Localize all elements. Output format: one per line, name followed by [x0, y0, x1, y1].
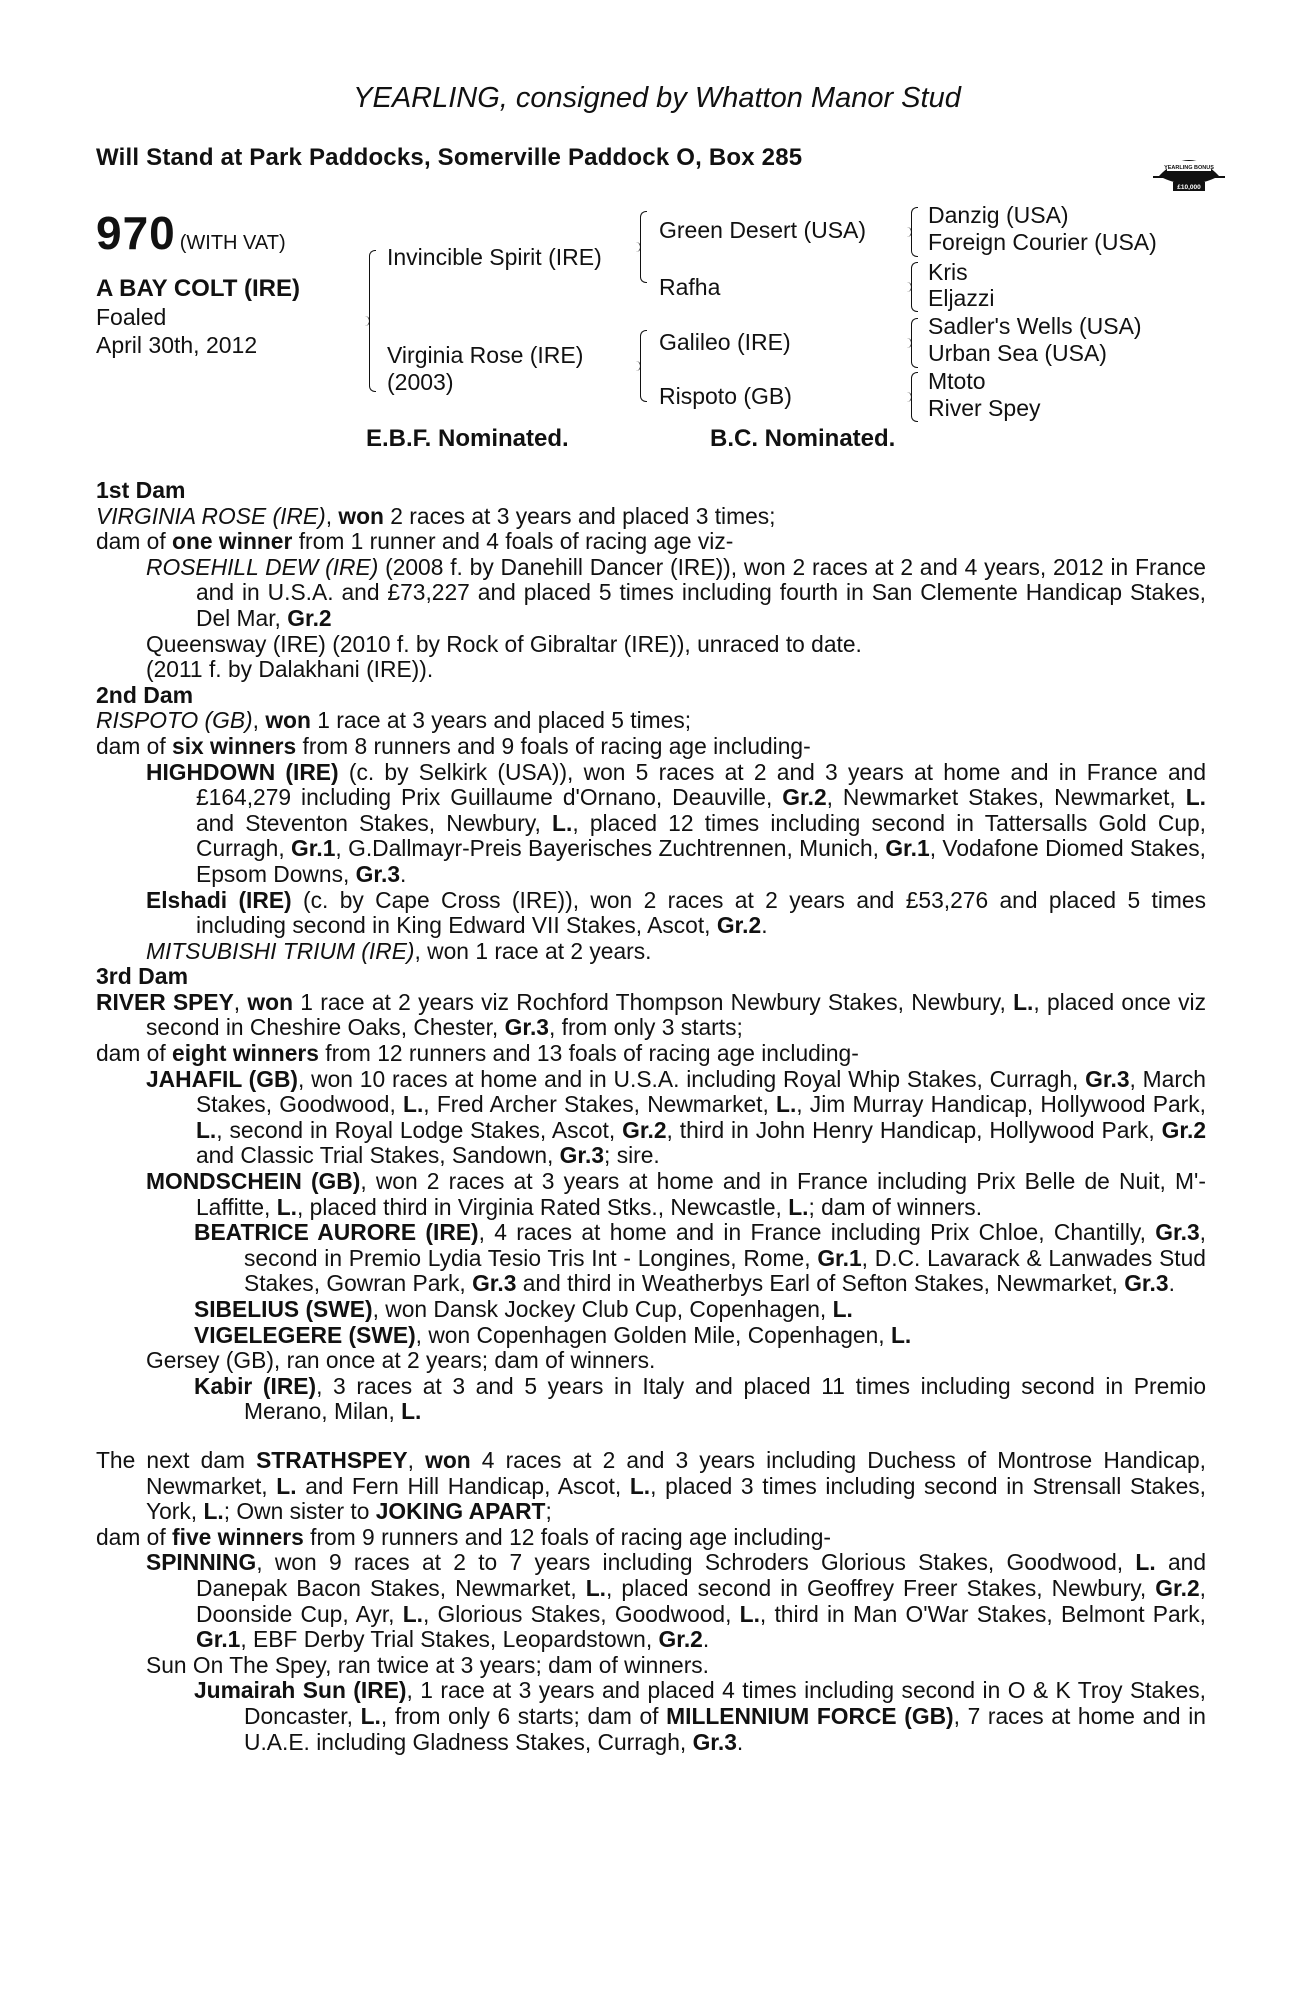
foaled-date: April 30th, 2012	[96, 332, 258, 358]
dam-line: VIRGINIA ROSE (IRE), won 2 races at 3 years and placed 3 times;	[96, 502, 776, 529]
section-2nd-dam	[96, 683, 1206, 965]
produce-summary: dam of one winner from 1 runner and 4 foals of racing age viz-	[96, 528, 734, 555]
pedigree-dam-dam: Rispoto (GB)	[659, 383, 792, 409]
horse-name: A BAY COLT (IRE)	[96, 275, 301, 302]
pedigree-dam: Virginia Rose (IRE)	[387, 342, 584, 368]
pedigree-gg-7: Mtoto	[928, 368, 986, 394]
pedigree-dam-year: (2003)	[387, 369, 454, 395]
produce-summary: dam of six winners from 8 runners and 9 foals of racing age including-	[96, 732, 811, 759]
section-title: 3rd Dam	[96, 963, 189, 990]
produce-entry: BEATRICE AURORE (IRE), 4 races at home and in France including Prix Chloe, Chantilly, Gr.3, second in Premio Lydia Tesio Tris Int - Longines, Rome, Gr.1, D.C. Lavarack & Lanwades Stud Stakes, Gowran Park, Gr.3 and third in Weatherbys Earl of Sefton Stakes, Newmarket, Gr.3.	[194, 1219, 1206, 1297]
pedigree-dam-sire: Galileo (IRE)	[659, 329, 791, 355]
lot-number-block	[96, 206, 286, 260]
svg-text:RACING POST: RACING POST	[1171, 154, 1207, 160]
produce-entry: (2011 f. by Dalakhani (IRE)).	[146, 656, 434, 683]
pedigree-gg-5: Sadler's Wells (USA)	[928, 313, 1142, 339]
produce-entry: HIGHDOWN (IRE) (c. by Selkirk (USA)), won 5 races at 2 and 3 years at home and in France and £164,279 including Prix Guillaume d'Ornano, Deauville, Gr.2, Newmarket Stakes, Newmarket, L. and Steventon Stakes, Newbury, L., placed 12 times including second in Tattersalls Gold Cup, Curragh, Gr.1, G.Dallmayr-Preis Bayerisches Zuchtrennen, Munich, Gr.1, Vodafone Diomed Stakes, Epsom Downs, Gr.3.	[146, 758, 1207, 887]
section-next-dam	[96, 1448, 1206, 1755]
pedigree-brace-gg1	[911, 207, 918, 257]
produce-entry: Kabir (IRE), 3 races at 3 and 5 years in Italy and placed 11 times including second in Premio Merano, Milan, L.	[194, 1372, 1206, 1425]
ebf-nominated: E.B.F. Nominated.	[366, 425, 569, 452]
dam-line: The next dam STRATHSPEY, won 4 races at 2 and 3 years including Duchess of Montrose Handicap, Newmarket, L. and Fern Hill Handicap, Ascot, L., placed 3 times including second in Strensall Stakes, York, L.; Own sister to JOKING APART;	[96, 1446, 1206, 1525]
pedigree-sire-dam: Rafha	[659, 274, 721, 300]
section-3rd-dam	[96, 964, 1206, 1425]
pedigree-gg-6: Urban Sea (USA)	[928, 340, 1107, 366]
yearling-bonus-badge	[1153, 146, 1225, 198]
pedigree-sire: Invincible Spirit (IRE)	[387, 244, 602, 270]
produce-entry: JAHAFIL (GB), won 10 races at home and in U.S.A. including Royal Whip Stakes, Curragh, Gr.3, March Stakes, Goodwood, L., Fred Archer Stakes, Newmarket, L., Jim Murray Handicap, Hollywood Park, L., second in Royal Lodge Stakes, Ascot, Gr.2, third in John Henry Handicap, Hollywood Park, Gr.2 and Classic Trial Stakes, Sandown, Gr.3; sire.	[146, 1065, 1207, 1169]
dam-line: RIVER SPEY, won 1 race at 2 years viz Rochford Thompson Newbury Stakes, Newbury, L., placed once viz second in Cheshire Oaks, Chester, Gr.3, from only 3 starts;	[96, 988, 1206, 1041]
pedigree-brace-sire	[640, 211, 647, 283]
svg-text:£10,000: £10,000	[1177, 184, 1201, 191]
pedigree-brace-gg2	[911, 262, 918, 312]
produce-entry: VIGELEGERE (SWE), won Copenhagen Golden Mile, Copenhagen, L.	[194, 1321, 912, 1348]
consignment-line: YEARLING, consigned by Whatton Manor Stud	[353, 82, 961, 114]
bc-nominated: B.C. Nominated.	[710, 425, 896, 452]
pedigree-gg-1: Danzig (USA)	[928, 202, 1069, 228]
pedigree-brace-main	[369, 250, 376, 392]
produce-entry: Jumairah Sun (IRE), 1 race at 3 years and placed 4 times including second in O & K Troy Stakes, Doncaster, L., from only 6 starts; dam of MILLENNIUM FORCE (GB), 7 races at home and in U.A.E. including Gladness Stakes, Curragh, Gr.3.	[194, 1677, 1206, 1755]
produce-entry: Queensway (IRE) (2010 f. by Rock of Gibraltar (IRE)), unraced to date.	[146, 630, 862, 657]
section-1st-dam	[96, 478, 1206, 683]
dam-line: RISPOTO (GB), won 1 race at 3 years and placed 5 times;	[96, 707, 692, 734]
pedigree-brace-dam	[640, 330, 647, 402]
produce-entry: MONDSCHEIN (GB), won 2 races at 3 years at home and in France including Prix Belle de Nuit, M'-Laffitte, L., placed third in Virginia Rated Stks., Newcastle, L.; dam of winners.	[146, 1168, 1206, 1220]
produce-entry: Gersey (GB), ran once at 2 years; dam of winners.	[146, 1347, 656, 1374]
produce-entry: Elshadi (IRE) (c. by Cape Cross (IRE)), won 2 races at 2 years and £53,276 and placed 5 times including second in King Edward VII Stakes, Ascot, Gr.2.	[146, 886, 1206, 939]
produce-entry: MITSUBISHI TRIUM (IRE), won 1 race at 2 years.	[146, 937, 652, 964]
produce-entry: SIBELIUS (SWE), won Dansk Jockey Club Cup, Copenhagen, L.	[194, 1296, 853, 1322]
section-title: 2nd Dam	[96, 681, 194, 708]
produce-entry: SPINNING, won 9 races at 2 to 7 years including Schroders Glorious Stakes, Goodwood, L. and Danepak Bacon Stakes, Newmarket, L., placed second in Geoffrey Freer Stakes, Newbury, Gr.2, Doonside Cup, Ayr, L., Glorious Stakes, Goodwood, L., third in Man O'War Stakes, Belmont Park, Gr.1, EBF Derby Trial Stakes, Leopardstown, Gr.2.	[146, 1549, 1207, 1653]
pedigree-brace-gg3	[911, 318, 918, 368]
pedigree-sire-sire: Green Desert (USA)	[659, 217, 867, 243]
produce-summary: dam of five winners from 9 runners and 12 foals of racing age including-	[96, 1523, 831, 1550]
pedigree-brace-gg4	[911, 372, 918, 422]
foaled-label: Foaled	[96, 304, 167, 330]
pedigree-gg-4: Eljazzi	[928, 285, 995, 311]
produce-entry: ROSEHILL DEW (IRE) (2008 f. by Danehill Dancer (IRE)), won 2 races at 2 and 4 years, 2012 in France and in U.S.A. and £73,227 and placed 5 times including fourth in San Clemente Handicap Stakes, Del Mar, Gr.2	[146, 553, 1206, 631]
section-title: 1st Dam	[96, 477, 186, 503]
pedigree-gg-3: Kris	[928, 259, 968, 285]
family-notes	[96, 478, 1206, 1755]
svg-text:YEARLING BONUS: YEARLING BONUS	[1164, 165, 1214, 171]
produce-summary: dam of eight winners from 12 runners and 13 foals of racing age including-	[96, 1040, 859, 1067]
stand-location: Will Stand at Park Paddocks, Somerville Paddock O, Box 285	[96, 144, 803, 171]
pedigree-gg-2: Foreign Courier (USA)	[928, 229, 1157, 255]
lot-number: 970	[96, 207, 176, 259]
pedigree-gg-8: River Spey	[928, 395, 1041, 421]
produce-entry: Sun On The Spey, ran twice at 3 years; dam of winners.	[146, 1651, 710, 1678]
vat-note: (WITH VAT)	[179, 232, 286, 254]
